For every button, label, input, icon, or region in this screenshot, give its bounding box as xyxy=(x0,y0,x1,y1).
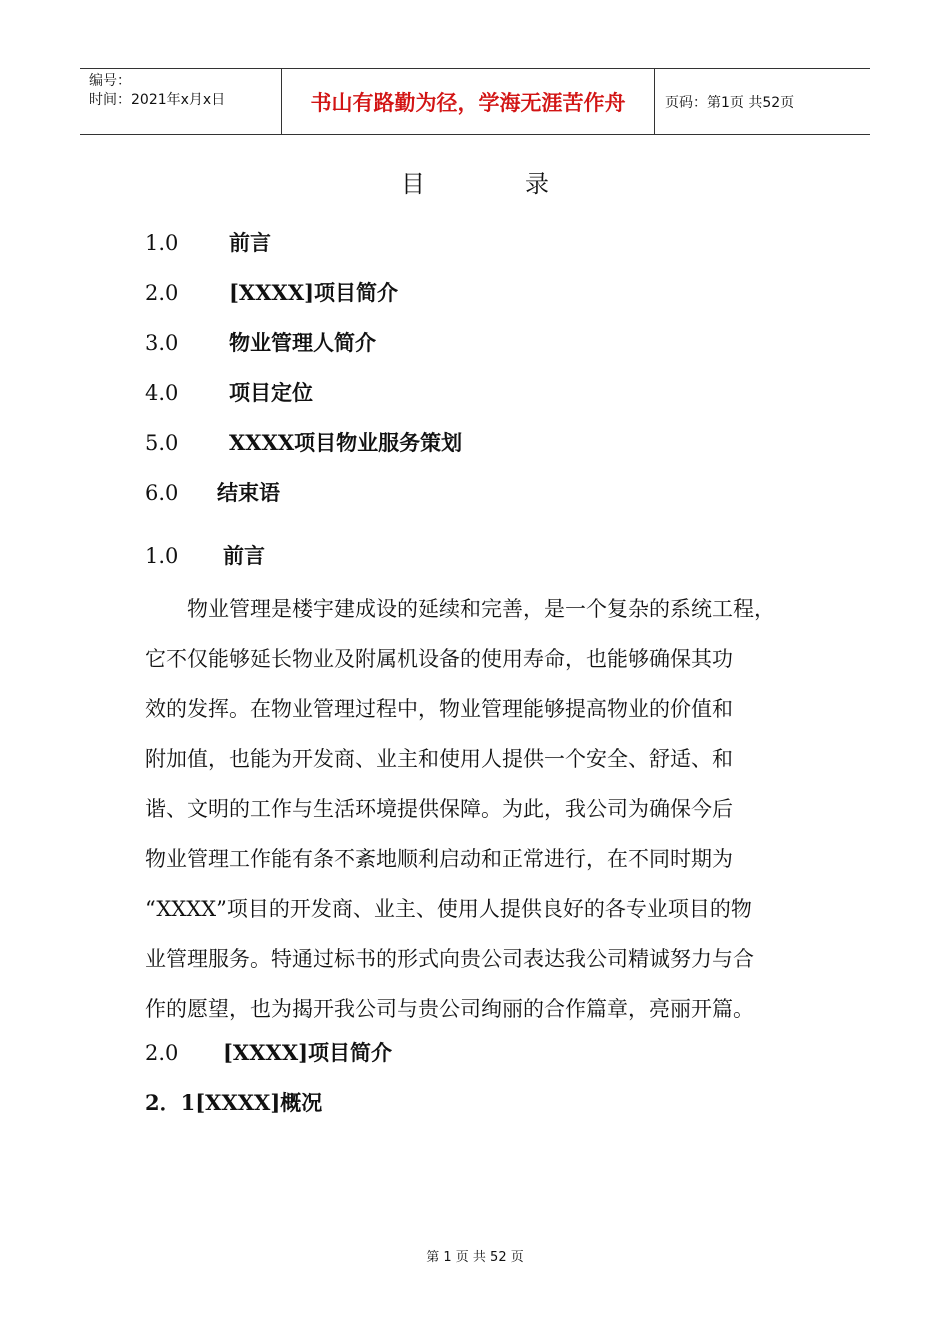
paragraph-line: 附加值，也能为开发商、业主和使用人提供一个安全、舒适、和 xyxy=(145,747,733,771)
toc-title xyxy=(0,164,950,199)
toc-item[interactable] xyxy=(145,228,271,258)
toc-item[interactable] xyxy=(145,278,398,308)
section-title: 前言 xyxy=(223,543,265,568)
subsection-heading-overview xyxy=(145,1088,322,1118)
section-title: [XXXX]项目简介 xyxy=(223,1040,393,1065)
footer-page-number: 第 1 页 共 52 页 xyxy=(426,1250,524,1265)
preface-paragraph xyxy=(145,584,825,1034)
toc-item[interactable] xyxy=(145,428,462,458)
toc-item-label: 前言 xyxy=(229,230,271,255)
section-number: 1.0 xyxy=(145,544,179,568)
subsection-title: 2．1[XXXX]概况 xyxy=(145,1090,323,1115)
time-label: 时间：2021年x月x日 xyxy=(89,92,226,108)
toc-item-label: XXXX项目物业服务策划 xyxy=(229,430,463,455)
section-heading-preface xyxy=(145,541,265,571)
motto-text: 书山有路勤为径，学海无涯苦作舟 xyxy=(310,90,626,115)
toc-item-label: 物业管理人简介 xyxy=(229,330,376,355)
page-info-text: 页码：第1页 共52页 xyxy=(665,94,795,111)
header-meta xyxy=(80,69,282,134)
document-header xyxy=(80,68,870,135)
toc-item-number: 4.0 xyxy=(145,381,179,405)
paragraph-line: 效的发挥。在物业管理过程中，物业管理能够提高物业的价值和 xyxy=(145,697,733,721)
paragraph-line: 作的愿望，也为揭开我公司与贵公司绚丽的合作篇章，亮丽开篇。 xyxy=(145,997,754,1021)
paragraph-line: 谐、文明的工作与生活环境提供保障。为此，我公司为确保今后 xyxy=(145,797,733,821)
code-label: 编号： xyxy=(89,73,131,89)
page-footer xyxy=(0,1246,950,1265)
header-motto-cell xyxy=(282,69,655,134)
paragraph-line: 业管理服务。特通过标书的形式向贵公司表达我公司精诚努力与合 xyxy=(145,947,754,971)
toc-item-number: 2.0 xyxy=(145,281,179,305)
toc-title-left: 目 xyxy=(401,170,425,198)
toc-item-label: [XXXX]项目简介 xyxy=(229,280,399,305)
toc-item-label: 项目定位 xyxy=(229,380,313,405)
toc-item[interactable] xyxy=(145,328,376,358)
paragraph-line: 物业管理工作能有条不紊地顺利启动和正常进行，在不同时期为 xyxy=(145,847,733,871)
toc-title-right: 录 xyxy=(525,170,549,198)
toc-item[interactable] xyxy=(145,378,313,408)
toc-item[interactable] xyxy=(145,478,280,508)
section-number: 2.0 xyxy=(145,1041,179,1065)
paragraph-line: “XXXX”项目的开发商、业主、使用人提供良好的各专业项目的物 xyxy=(145,897,752,921)
paragraph-line: 它不仅能够延长物业及附属机设备的使用寿命，也能够确保其功 xyxy=(145,647,733,671)
header-page-info xyxy=(655,69,870,134)
section-heading-project xyxy=(145,1038,392,1068)
toc-item-label: 结束语 xyxy=(217,480,280,505)
toc-item-number: 1.0 xyxy=(145,231,179,255)
toc-item-number: 5.0 xyxy=(145,431,179,455)
toc-item-number: 3.0 xyxy=(145,331,179,355)
paragraph-line: 物业管理是楼宇建成设的延续和完善，是一个复杂的系统工程， xyxy=(145,597,775,621)
toc-item-number: 6.0 xyxy=(145,481,179,505)
